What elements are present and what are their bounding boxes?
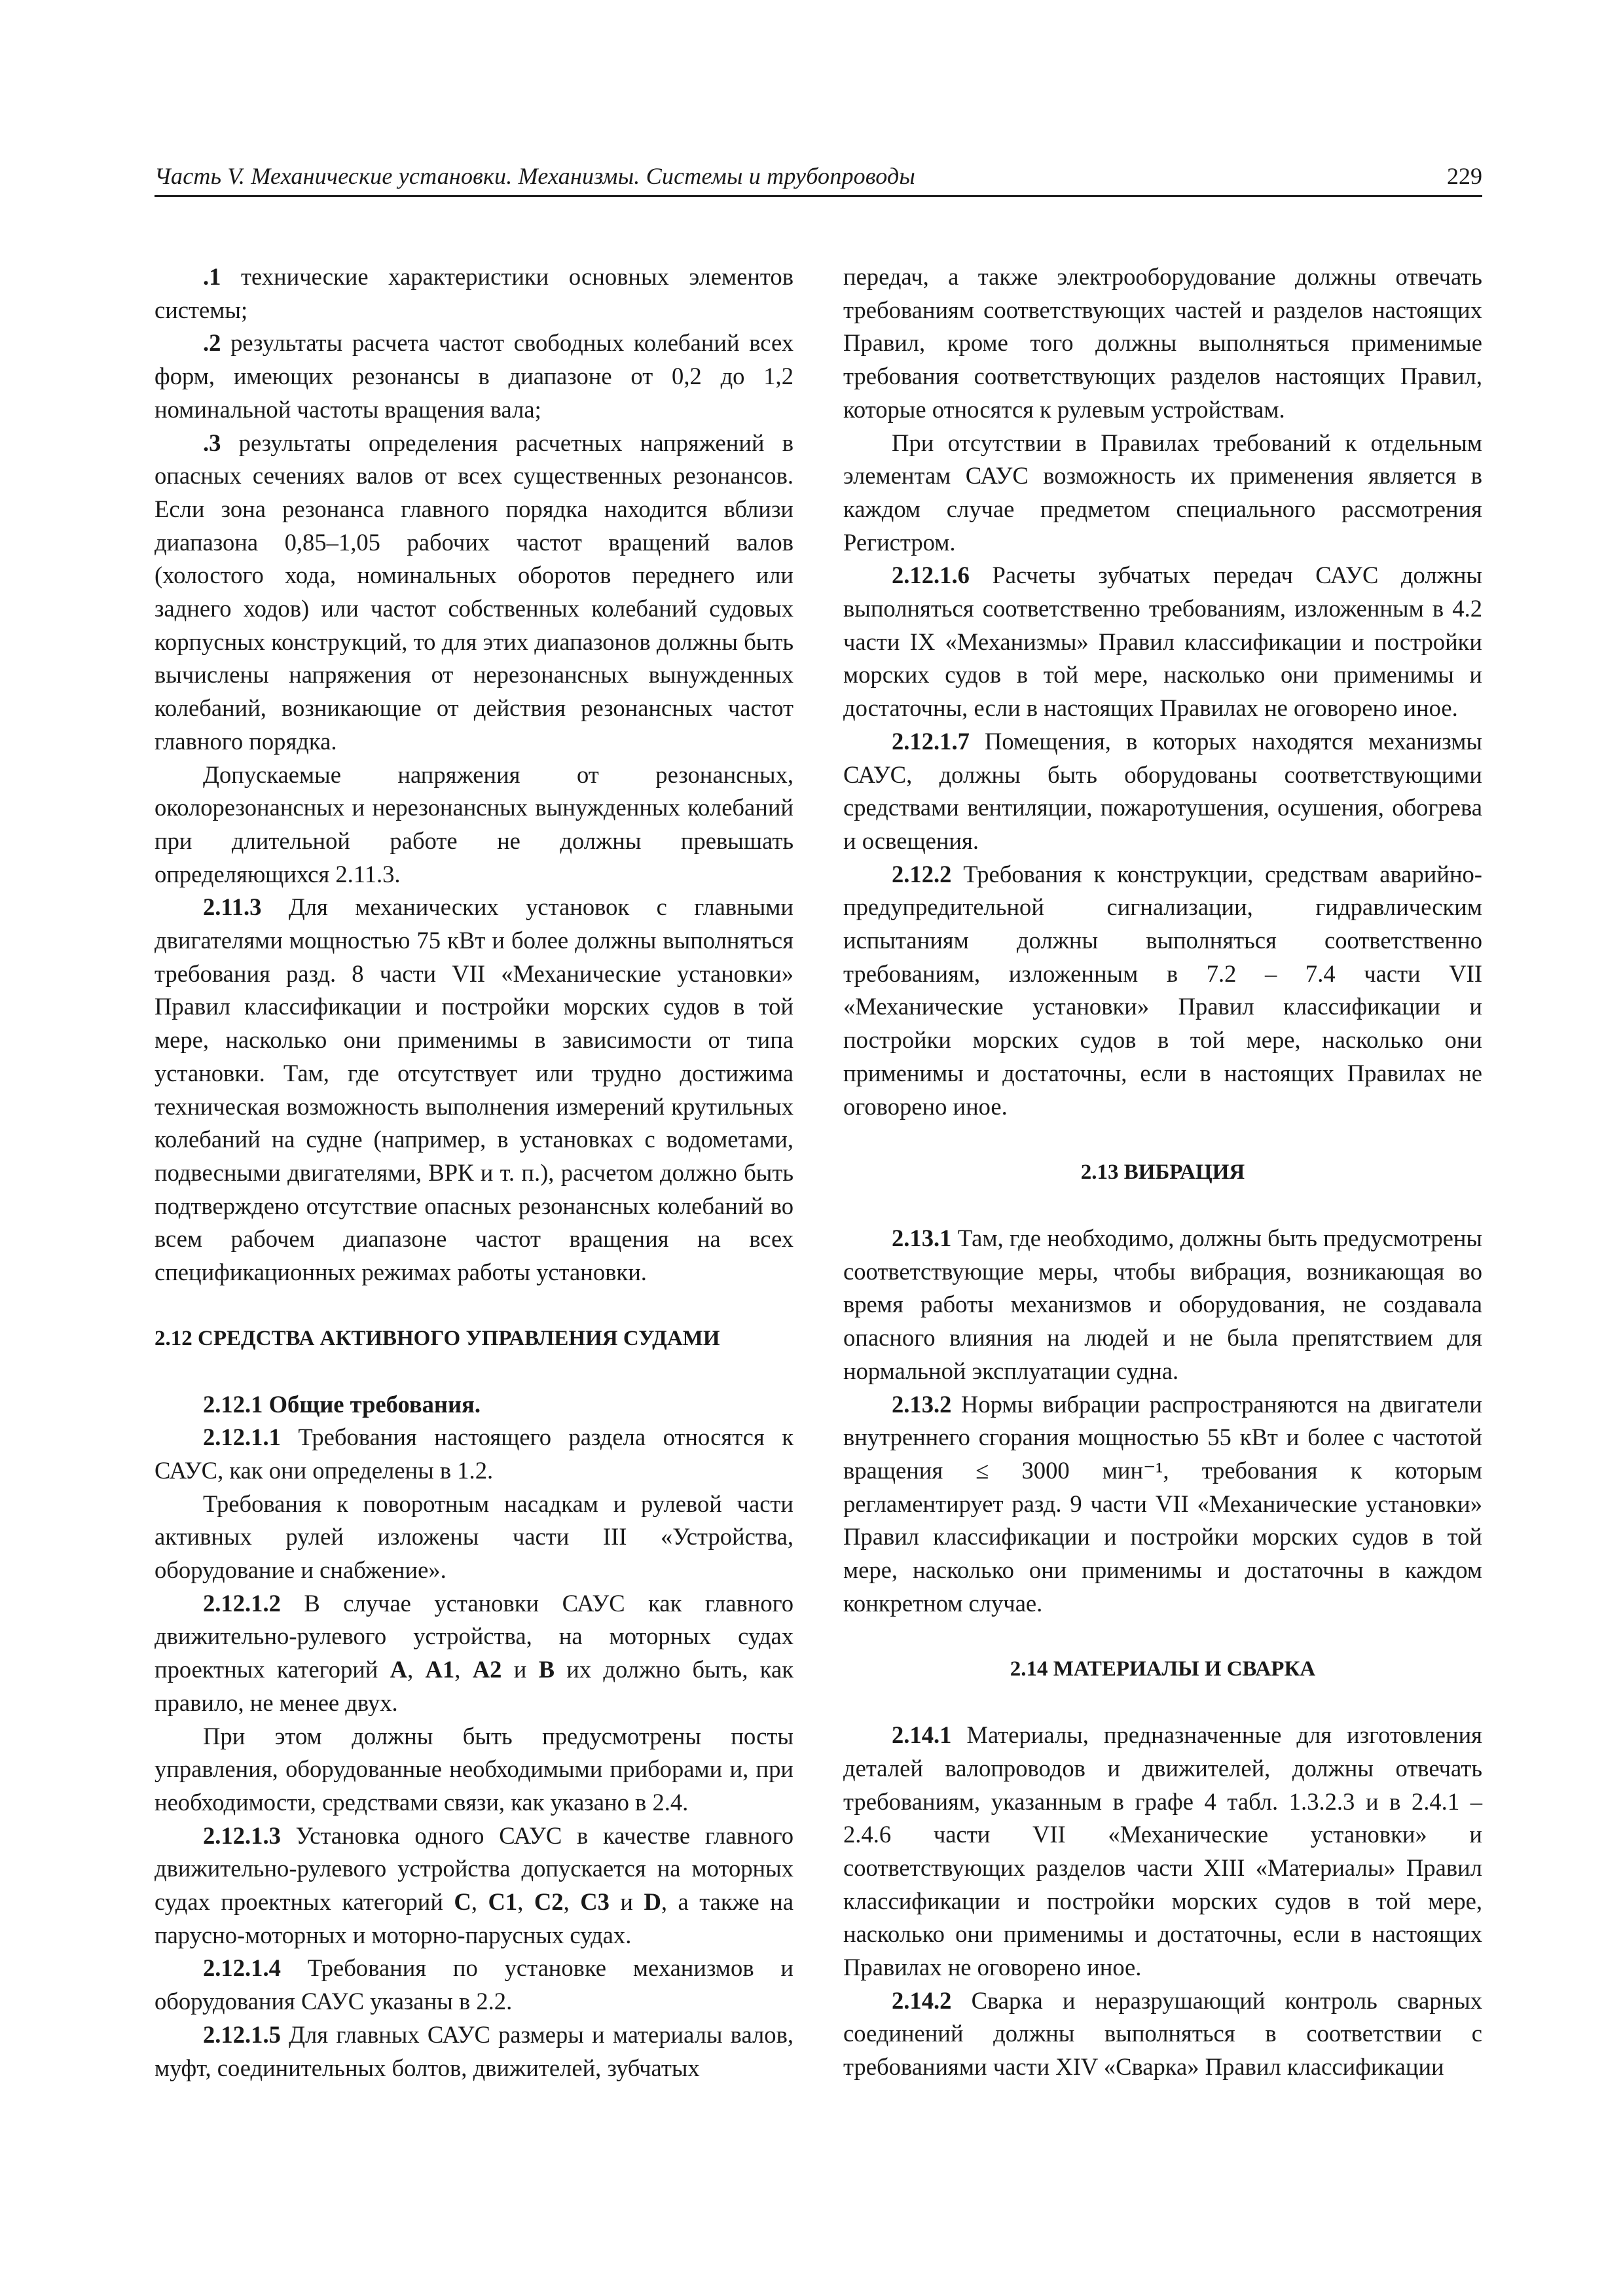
paragraph: .2 результаты расчета частот свободных колебаний всех форм, имеющих резонансы в диапазоне от 0,2 до 1,2 номинальной частоты вращения вала; xyxy=(155,329,793,423)
clause-number: 2.14.1 xyxy=(892,1721,952,1749)
clause-number: 2.12.1.3 xyxy=(203,1821,281,1849)
section-heading-2-13: 2.13 ВИБРАЦИЯ xyxy=(1080,1160,1245,1185)
clause-number: 2.12.1.7 xyxy=(892,727,970,755)
section-heading-2-14: 2.14 МАТЕРИАЛЫ И СВАРКА xyxy=(1010,1657,1316,1681)
paragraph: 2.12.1.3 Установка одного САУС в качестве главного движительно-рулевого устройства допускается на моторных судах проектных категорий C, C1, C2, C3 и D, а также на парусно-моторных и моторно-парусных судах. xyxy=(155,1821,793,1948)
paragraph: 2.11.3 Для механических установок с главными двигателями мощностью 75 кВт и более должны выполняться требования разд. 8 части VII «Механические установки» Правил классификации и постройки морских судов в той мере, насколько они применимы в зависимости от типа установки. Там, где отсутствует или трудно достижима техническая возможность выполнения измерений крутильных колебаний на судне (например, в установках с водометами, подвесными двигателями, ВРК и т. п.), расчетом должно быть подтверждено отсутствие опасных резонансных колебаний во всем рабочем диапазоне частот вращения на всех спецификационных режимах работы установки. xyxy=(155,893,793,1286)
paragraph: Требования к поворотным насадкам и рулевой части активных рулей изложены части III «Устройства, оборудование и снабжение». xyxy=(155,1490,793,1584)
clause-number: 2.12.1.6 xyxy=(892,562,970,589)
paragraph: 2.14.2 Сварка и неразрушающий контроль сварных соединений должны выполняться в соответствии с требованиями части XIV «Сварка» Правил классификации xyxy=(843,1986,1482,2081)
clause-number: 2.12.1.2 xyxy=(203,1589,281,1617)
paragraph: передач, а также электрооборудование должны отвечать требованиям соответствующих частей и разделов настоящих Правил, кроме того должны выполняться применимые требования соответствующих разделов настоящих Правил, которые относятся к рулевым устройствам. xyxy=(843,263,1482,423)
paragraph: Допускаемые напряжения от резонансных, околорезонансных и нерезонансных вынужденных колебаний при длительной работе не должны превышать определяющихся 2.11.3. xyxy=(155,761,793,888)
clause-number: 2.12.1.4 xyxy=(203,1954,281,1982)
paragraph: 2.12.1.7 Помещения, в которых находятся механизмы САУС, должны быть оборудованы соответствующими средствами вентиляции, пожаротушения, осушения, обогрева и освещения. xyxy=(843,727,1482,854)
paragraph: 2.12.1.1 Требования настоящего раздела относятся к САУС, как они определены в 1.2. xyxy=(155,1424,793,1484)
running-header xyxy=(155,154,1482,197)
subsection-heading: 2.12.1 Общие требования. xyxy=(203,1390,481,1418)
paragraph: 2.12.1.4 Требования по установке механизмов и оборудования САУС указаны в 2.2. xyxy=(155,1954,793,2015)
paragraph: 2.12.1.2 В случае установки САУС как главного движительно-рулевого устройства, на моторных судах проектных категорий A, A1, A2 и B их должно быть, как правило, не менее двух. xyxy=(155,1589,793,1716)
item-number: .2 xyxy=(203,329,221,357)
section-heading-2-12: 2.12 СРЕДСТВА АКТИВНОГО УПРАВЛЕНИЯ СУДАМИ xyxy=(155,1326,720,1350)
clause-number: 2.12.2 xyxy=(892,860,952,888)
clause-number: 2.14.2 xyxy=(892,1986,952,2014)
paragraph: При отсутствии в Правилах требований к отдельным элементам САУС возможность их применения является в каждом случае предметом специального рассмотрения Регистром. xyxy=(843,429,1482,556)
paragraph: При этом должны быть предусмотрены посты управления, оборудованные необходимыми приборами и, при необходимости, средствами связи, как указано в 2.4. xyxy=(155,1722,793,1816)
paragraph: .1 технические характеристики основных элементов системы; xyxy=(155,263,793,323)
paragraph: 2.13.2 Нормы вибрации распространяются на двигатели внутреннего сгорания мощностью 55 кВт и более с частотой вращения ≤ 3000 мин⁻¹, требования к которым регламентирует разд. 9 части VII «Механические установки» Правил классификации и постройки морских судов в той мере, насколько они применимы и достаточны в каждом конкретном случае. xyxy=(843,1390,1482,1617)
item-number: .3 xyxy=(203,429,221,456)
paragraph: 2.12.1.5 Для главных САУС размеры и материалы валов, муфт, соединительных болтов, движителей, зубчатых xyxy=(155,2020,793,2081)
right-column xyxy=(843,260,1482,2084)
item-number: .1 xyxy=(203,263,221,290)
page-number: 229 xyxy=(1447,163,1482,189)
paragraph: .3 результаты определения расчетных напряжений в опасных сечениях валов от всех существенных резонансов. Если зона резонанса главного порядка находится вблизи диапазона 0,85–1,05 рабочих частот вращений валов (холостого хода, номинальных оборотов переднего или заднего ходов) или частот собственных колебаний судовых корпусных конструкций, то для этих диапазонов должны быть вычислены напряжения от нерезонансных вынужденных колебаний, возникающие от действия резонансных частот главного порядка. xyxy=(155,429,793,755)
paragraph: 2.14.1 Материалы, предназначенные для изготовления деталей валопроводов и движителей, должны отвечать требованиям, указанным в графе 4 табл. 1.3.2.3 и в 2.4.1 – 2.4.6 части VII «Механические установки» и соответствующих разделов части XIII «Материалы» Правил классификации и постройки морских судов в той мере, насколько они применимы и достаточны, если в настоящих Правилах не оговорено иное. xyxy=(843,1721,1482,1981)
paragraph: 2.12.1.6 Расчеты зубчатых передач САУС должны выполняться соответственно требованиям, изложенным в 4.2 части IX «Механизмы» Правил классификации и постройки морских судов в той мере, насколько они применимы и достаточны, если в настоящих Правилах не оговорено иное. xyxy=(843,562,1482,722)
clause-number: 2.12.1.5 xyxy=(203,2020,281,2048)
left-column xyxy=(155,260,793,2085)
header-title: Часть V. Механические установки. Механизмы. Системы и трубопроводы xyxy=(155,163,915,189)
paragraph: 2.12.2 Требования к конструкции, средствам аварийно-предупредительной сигнализации, гидравлическим испытаниям должны выполняться соответственно требованиям, изложенным в 7.2 – 7.4 части VII «Механические установки» Правил классификации и постройки морских судов в той мере, насколько они применимы и достаточны, если в настоящих Правилах не оговорено иное. xyxy=(843,860,1482,1120)
clause-number: 2.12.1.1 xyxy=(203,1424,281,1451)
paragraph: 2.13.1 Там, где необходимо, должны быть предусмотрены соответствующие меры, чтобы вибрация, возникающая во время работы механизмов и оборудования, не создавала опасного влияния на людей и не была препятствием для нормальной эксплуатации судна. xyxy=(843,1224,1482,1384)
clause-number: 2.11.3 xyxy=(203,893,262,921)
clause-number: 2.13.1 xyxy=(892,1224,952,1251)
clause-number: 2.13.2 xyxy=(892,1390,952,1418)
